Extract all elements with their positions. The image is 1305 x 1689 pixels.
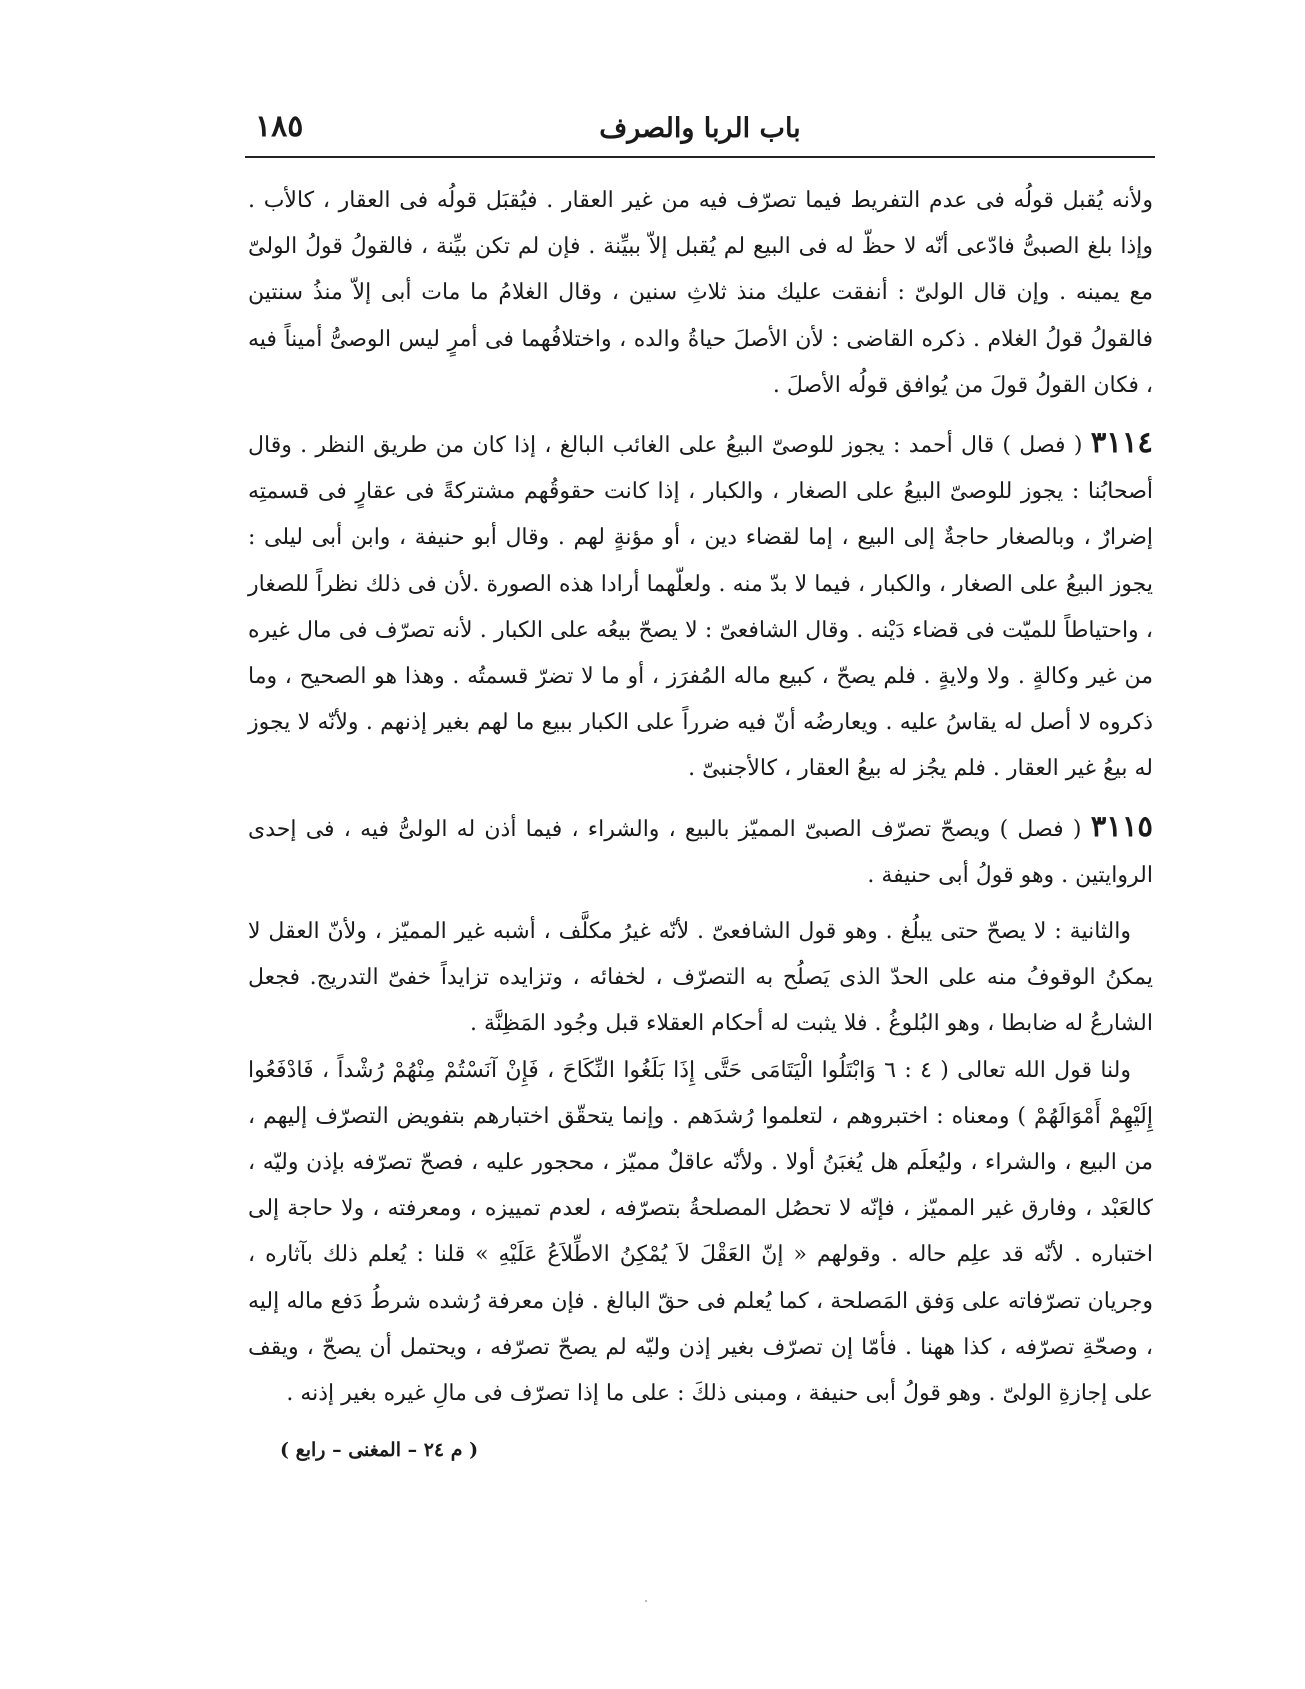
paragraph-text: ولنا قول الله تعالى ( ٤ : ٦ وَابْتَلُوا الْيَتَامَى حَتَّى إِذَا بَلَغُوا النِّكَاحَ ، فَإِنْ آنَسْتُمْ مِنْهُمْ رُشْداً ، فَادْفَعُوا إِلَيْهِمْ أَمْوَالَهُمْ ) ومعناه : اختبروهم ، لتعلموا رُشدَهم . وإنما يتحقّق اختبارهم بتفويض التصرّف إليهم ، من البيع ، والشراء ، وليُعلَم هل يُغبَنُ أولا . ولأنّه عاقلٌ مميّز ، محجور عليه ، فصحّ تصرّفه بإذن وليّه ، كالعَبْد ، وفارق غير المميّز ، فإنّه لا تحصُل المصلحةُ بتصرّفه ، لعدم تمييزه ، ومعرفته ، ولا حاجة إلى اختباره . لأنّه قد علِم حاله . وقولهم « إنّ العَقْلَ لاَ يُمْكِنُ الاطِّلاَعُ عَلَيْهِ » قلنا : يُعلم ذلك بآثاره ، وجريان تصرّفاته على وَفق المَصلحة ، كما يُعلم فى حقّ البالغ . فإن معرفة رُشده شرطُ دَفع ماله إليه ، وصحّةِ تصرّفه ، كذا ههنا . فأمّا إن تصرّف بغير إذن وليّه لم يصحّ تصرّفه ، ويحتمل أن يصحّ ، ويقف على إجازةِ الولىّ . وهو قولُ أبى حنيفة ، ومبنى ذلكَ : على ما إذا تصرّف فى مالِ غيره بغير إذنه . [248, 1057, 1153, 1407]
footer-signature-note: ( م ٢٤ – المغنى – رابع ) [280, 1439, 479, 1461]
paragraph-text: ولأنه يُقبل قولُه فى عدم التفريط فيما تصرّف فيه من غير العقار . فيُقبَل قولُه فى العقار ، كالأب . وإذا بلغ الصبىُّ فادّعى أنّه لا حظّ له فى البيع لم يُقبل إلاّ ببيِّنة . فإن لم تكن بيِّنة ، فالقولُ قولُ الولىّ مع يمينه . وإن قال الولىّ : أنفقت عليك منذ ثلاثِ سنين ، وقال الغلامُ ما مات أبى إلاّ منذُ سنتين فالقولُ قولُ الغلام . ذكره القاضى : لأن الأصلَ حياةُ والده ، واختلافُهما فى أمرٍ ليس الوصىُّ أميناً فيه ، فكان القولُ قولَ من يُوافق قولُه الأصلَ . [248, 188, 1153, 398]
section-number-3114: ٣١١٤ [1090, 425, 1153, 460]
section-number-3115: ٣١١٥ [1090, 808, 1153, 843]
page-header [245, 105, 1155, 155]
paragraph-2 [248, 419, 1153, 793]
header-rule [245, 156, 1155, 158]
scan-dot [645, 1600, 647, 1602]
paragraph-5 [248, 1048, 1153, 1418]
paragraph-text: ( فصل ) قال أحمد : يجوز للوصىّ البيعُ على الغائب البالغ ، إذا كان من طريق النظر . وقال أصحابُنا : يجوز للوصىّ البيعُ على الصغار ، والكبار ، إذا كانت حقوقُهم مشتركةً فى عقارٍ فى قسمتِه إضرارٌ ، وبالصغار حاجةٌ إلى البيع ، إما لقضاء دين ، أو مؤنةٍ لهم . وقال أبو حنيفة ، وابن أبى ليلى : يجوز البيعُ على الصغار ، والكبار ، فيما لا بدّ منه . ولعلّهما أرادا هذه الصورة .لأن فى ذلك نظراً للصغار ، واحتياطاً للميّت فى قضاء دَيْنه . وقال الشافعىّ : لا يصحّ بيعُه على الكبار . لأنه تصرّف فى مال غيره من غير وكالةٍ . ولا ولايةٍ . فلم يصحّ ، كبيع ماله المُفرَز ، أو ما لا تضرّ قسمتُه . وهذا هو الصحيح ، وما ذكروه لا أصل له يقاسُ عليه . ويعارضُه أنّ فيه ضرراً على الكبار ببيع ما لهم بغير إذنهم . ولأنّه لا يجوز له بيعُ غير العقار . فلم يجُز له بيعُ العقار ، كالأجنبىّ . [248, 433, 1153, 782]
paragraph-3 [248, 803, 1153, 899]
paragraph-1 [248, 178, 1153, 409]
body-text [248, 178, 1153, 1417]
page-number: ١٨٥ [255, 109, 304, 144]
paragraph-text: والثانية : لا يصحّ حتى يبلُغ . وهو قول الشافعىّ . لأنّه غيرُ مكلَّف ، أشبه غير المميّز ، ولأنّ العقل لا يمكنُ الوقوفُ منه على الحدّ الذى يَصلُح به التصرّف ، لخفائه ، وتزايده تزايداً خفىّ التدريج. فجعل الشارعُ له ضابطا ، وهو البُلوغُ . فلا يثبت له أحكام العقلاء قبل وجُود المَظِنَّة . [248, 919, 1153, 1037]
paragraph-4 [248, 909, 1153, 1048]
chapter-title: باب الربا والصرف [599, 113, 801, 144]
paragraph-text: ( فصل ) ويصحّ تصرّف الصبىّ المميّز بالبيع ، والشراء ، فيما أذن له الولىُّ فيه ، فى إحدى الروايتين . وهو قولُ أبى حنيفة . [248, 816, 1153, 888]
